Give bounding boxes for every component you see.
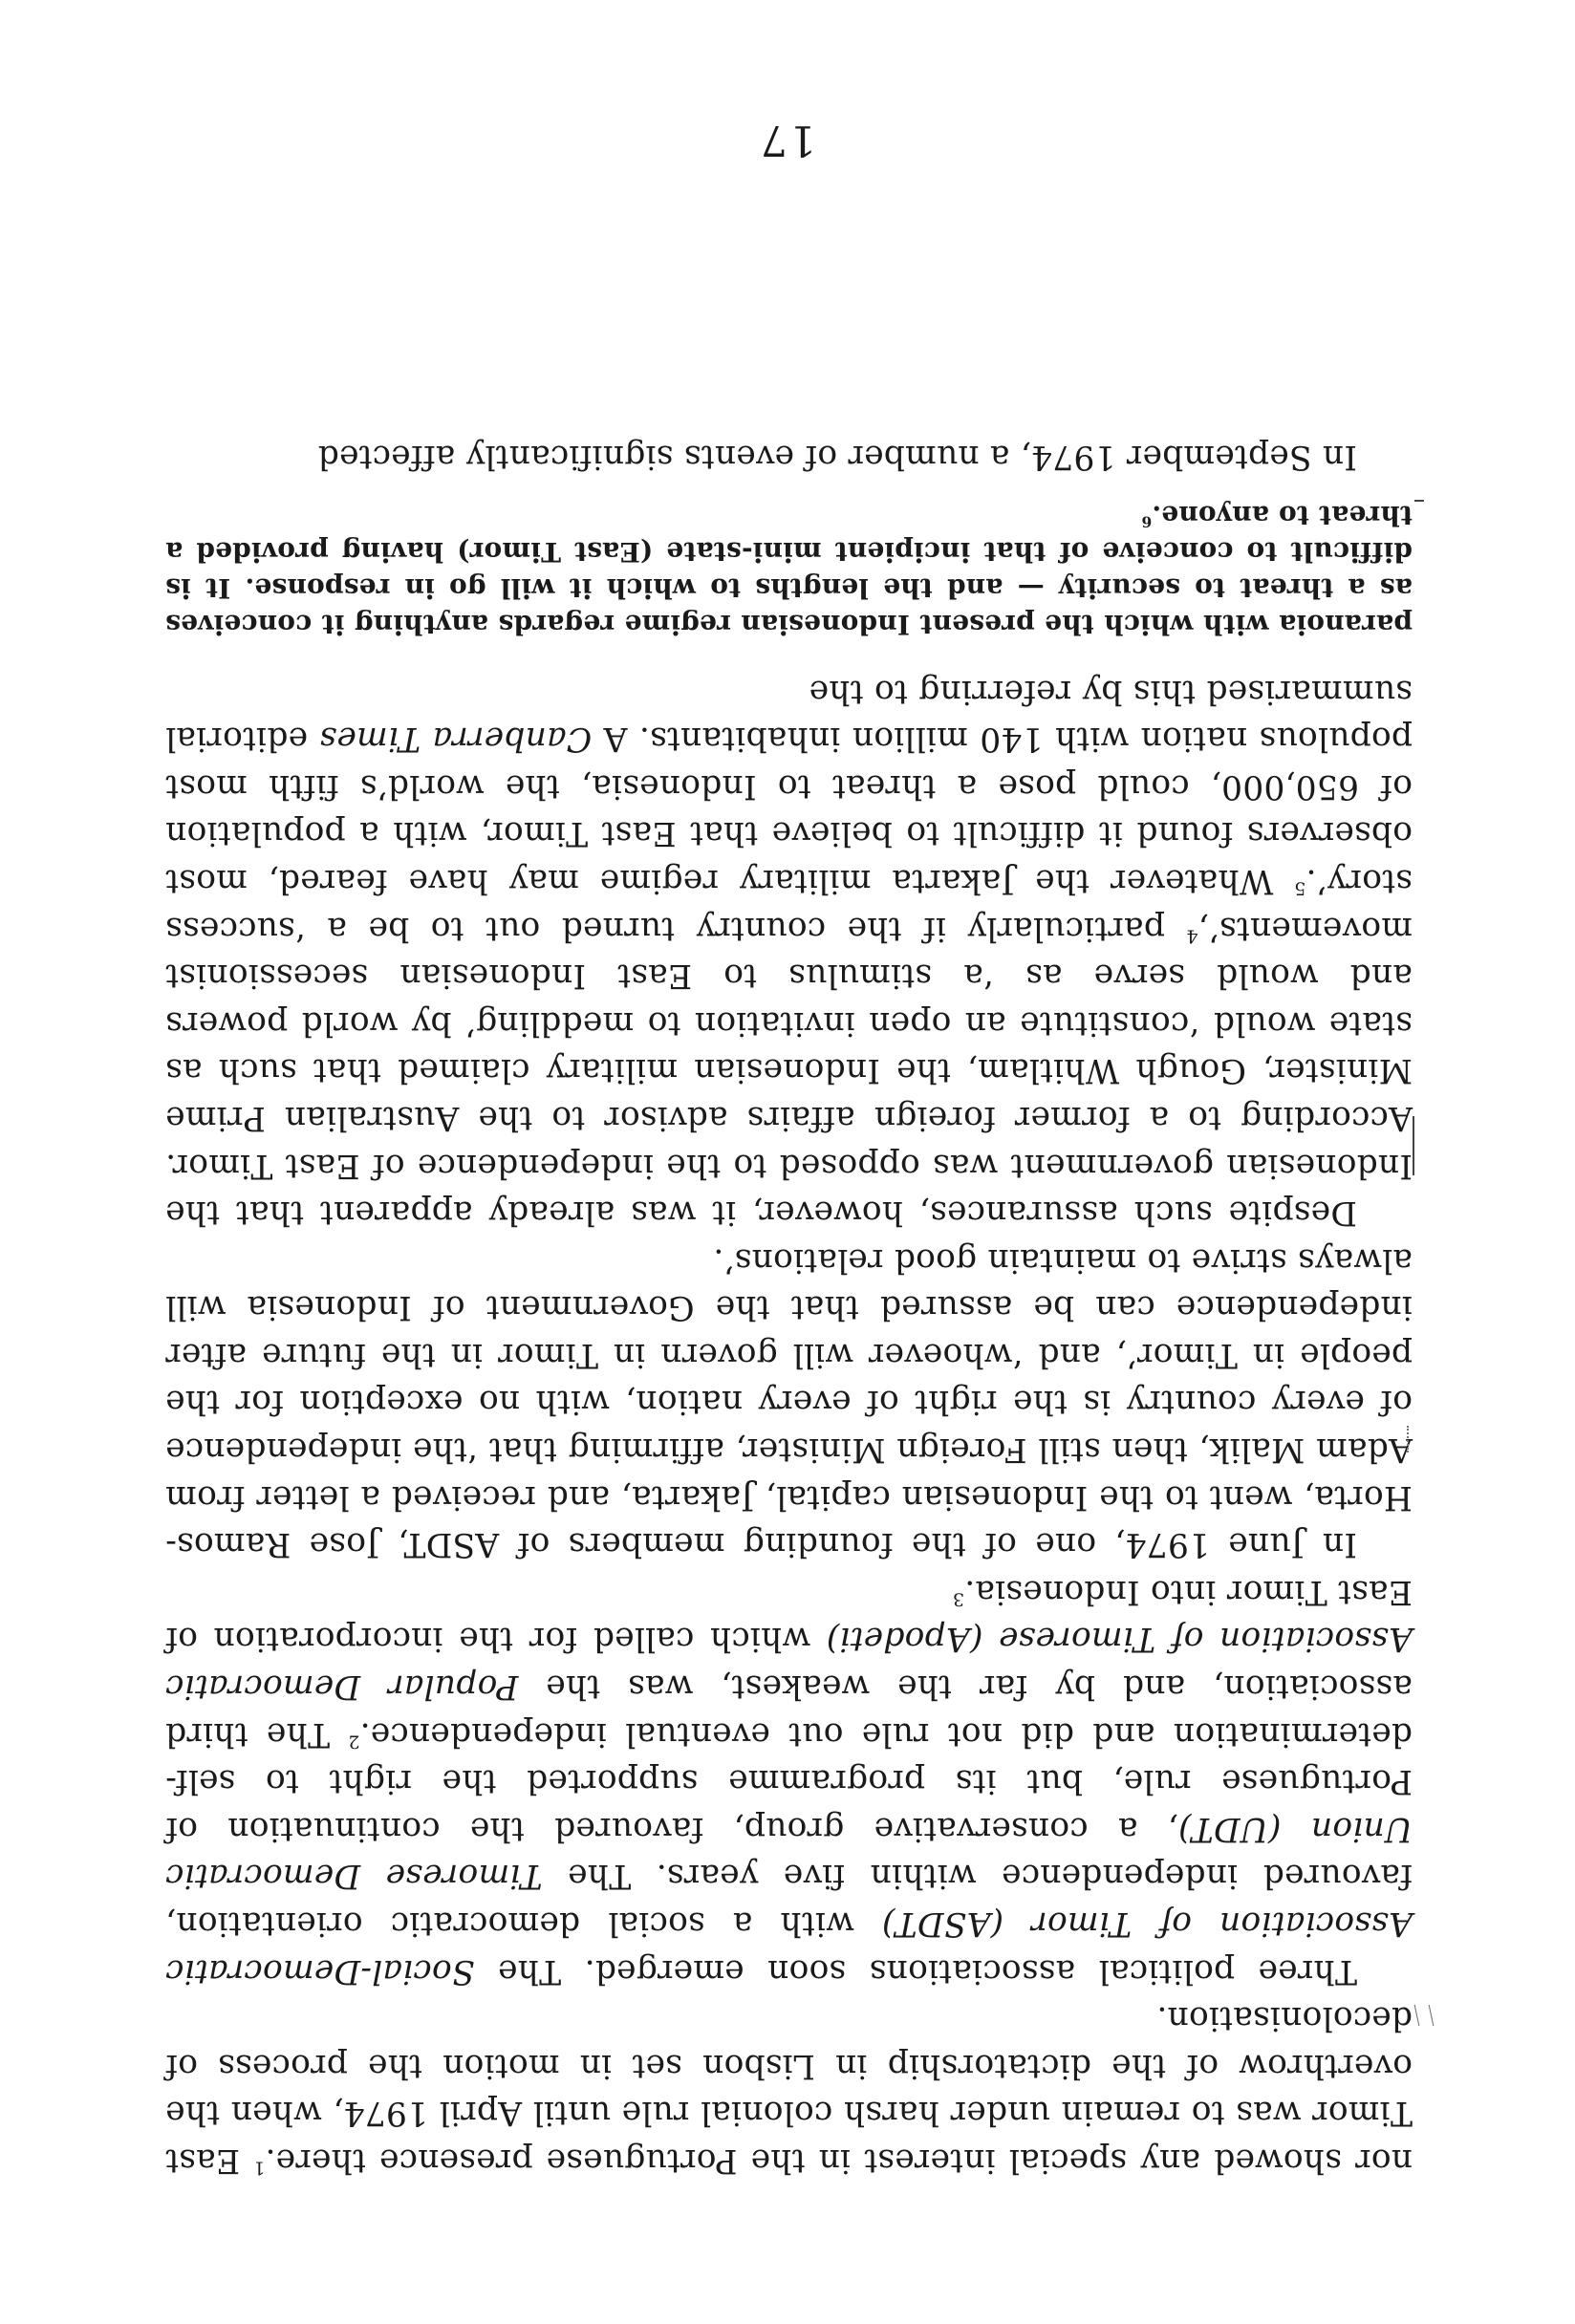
footnote-ref: 2 xyxy=(348,1731,360,1753)
paragraph-text: The third association, and by far the weakest, was the xyxy=(165,1668,1413,1754)
paragraph-text: nor showed any special interest in the Portuguese presence there. xyxy=(265,2141,1413,2180)
paragraph-4 xyxy=(165,667,1413,1236)
quote-text: paranoia with which the present Indonesian regime regards anything it conceives as a threat to security — and the lengths to which it will go in response. It is difficult to conceive of that incipient mini-state (East Timor) having provided a threat to anyone. xyxy=(165,500,1413,640)
body-text xyxy=(165,432,1413,2184)
paragraph-text: East Timor was to remain under harsh colonial rule until April 1974, when the overthrow of the dictatorship in Lisbon set in motion the process of decolonisation. xyxy=(165,1999,1413,2180)
footnote-ref: 5 xyxy=(1294,877,1306,899)
scan-mark xyxy=(1413,1116,1414,1175)
paragraph-text: Three political associations soon emerged. The xyxy=(474,1951,1357,1990)
scan-mark xyxy=(1407,1426,1411,1452)
italic-term: Canberra Times xyxy=(319,720,593,759)
paragraph-text: In June 1974, one of the founding members of ASDT, Jose Ramos-Horta, went to the Indonesian capital, Jakarta, and received a letter from Adam Malik, then still Foreign Minister, affirming that ‘the independence of every country is the right of every nation, with no exception for the people in Timor’, and ‘whoever will govern in Timor in the future after independence can be assured that the Government of Indonesia will always strive to maintain good relations’. xyxy=(165,1240,1413,1564)
paragraph-text: particularly if the country turned out to be a ‘success story’. xyxy=(165,861,1413,948)
paragraph-3 xyxy=(165,1236,1413,1567)
scan-mark xyxy=(1414,500,1424,502)
paragraph-2 xyxy=(165,1567,1413,1993)
page-number: 17 xyxy=(759,116,816,164)
paragraph-text: Whatever the Jakarta military regime may have feared, most observers found it difficult to believe that East Timor, with a population of 650,000, could pose a threat to Indonesia, the world’s fifth most populous nation with 140 million inhabitants. A xyxy=(165,720,1413,900)
footnote-ref: 4 xyxy=(1186,925,1198,947)
paragraph-text: which called for the incorporation of East Timor into Indonesia. xyxy=(165,1572,1413,1659)
italic-term: Social-Democratic Association of Timor (ASDT) xyxy=(165,1904,1413,1990)
paragraph-text: In September 1974, a number of events significantly affected xyxy=(317,438,1357,476)
block-quote xyxy=(165,497,1413,642)
paragraph-5 xyxy=(165,432,1413,480)
italic-term: Timorese Democratic Union (UDT) xyxy=(164,1809,1413,1896)
paragraph-text: Despite such assurances, however, it was already apparent that the Indonesian government was opposed to the independence of East Timor. According to a former foreign affairs advisor to the Australian Prime Minister, Gough Whitlam, the Indonesian military claimed that such as state would ‘constitute an open invitation to meddling’ by world powers and would serve as ‘a stimulus to East Indonesian secessionist movements’, xyxy=(165,909,1413,1233)
footnote-ref: 3 xyxy=(952,1588,965,1610)
paragraph-1 xyxy=(165,1994,1413,2184)
footnote-ref: 1 xyxy=(253,2157,266,2179)
paragraph-text: with a social democratic orientation, favoured independence within five years. The xyxy=(165,1857,1413,1944)
paragraph-text: , a conservative group, favoured the continuation of Portuguese rule, but its programme supported the right to self-determination and did not rule out eventual independence. xyxy=(165,1714,1413,1848)
paragraph-text: editorial summarised this by referring to the xyxy=(164,672,1413,759)
italic-term: Popular Democratic Association of Timorese (Apodeti) xyxy=(164,1620,1413,1707)
footnote-ref: 6 xyxy=(1141,512,1153,530)
